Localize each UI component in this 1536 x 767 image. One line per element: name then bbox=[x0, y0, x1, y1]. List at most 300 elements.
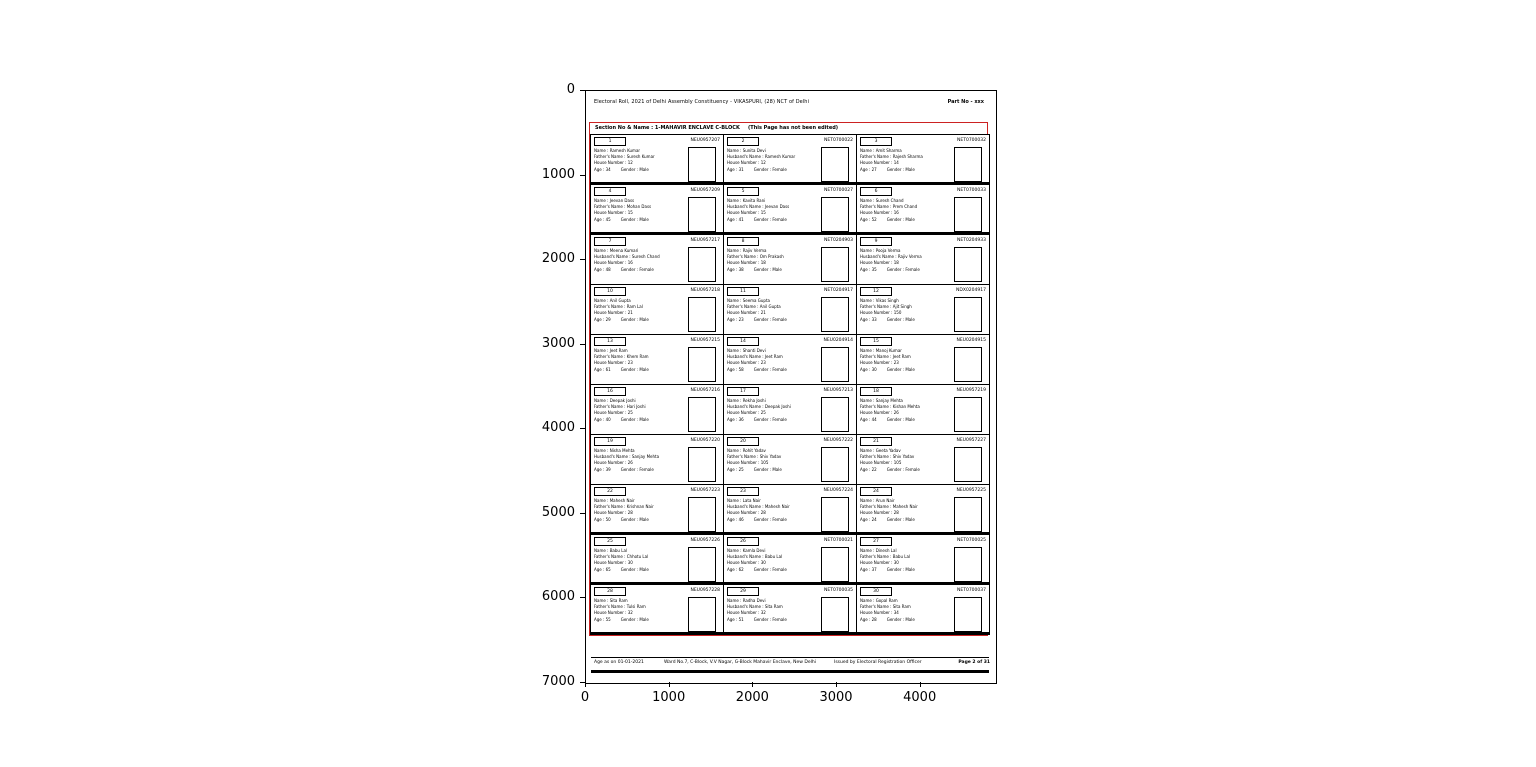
voter-card bbox=[724, 435, 857, 485]
voter-age: Age : 41 bbox=[727, 216, 744, 222]
voter-house-number: House Number : 21 bbox=[727, 310, 766, 316]
photo-box bbox=[954, 447, 982, 482]
voter-age: Age : 27 bbox=[860, 166, 877, 172]
serial-number-box: 15 bbox=[860, 337, 892, 346]
serial-number-box: 26 bbox=[727, 537, 759, 546]
voter-age: Age : 51 bbox=[727, 616, 744, 622]
serial-number-box: 16 bbox=[594, 387, 626, 396]
voter-name: Name : Radha Devi bbox=[727, 598, 766, 603]
voter-house-number: House Number : 26 bbox=[860, 410, 899, 416]
voter-name: Name : Seema Gupta bbox=[727, 298, 770, 303]
x-tick-mark bbox=[585, 682, 586, 687]
voter-details bbox=[860, 498, 954, 523]
voter-relation: Father's Name : Tulsi Ram bbox=[594, 604, 646, 610]
voter-details bbox=[860, 398, 954, 423]
document-title: Electoral Roll, 2021 of Delhi Assembly Constituency - VIKASPURI, (28) NCT of Delhi bbox=[594, 99, 810, 105]
voter-card bbox=[591, 485, 724, 535]
voter-house-number: House Number : 21 bbox=[594, 310, 633, 316]
epic-number: NET0700022 bbox=[824, 138, 853, 143]
voter-house-number: House Number : 23 bbox=[727, 360, 766, 366]
voter-age-gender bbox=[860, 517, 954, 523]
voter-house-number: House Number : 34 bbox=[860, 610, 899, 616]
voter-age-gender bbox=[860, 217, 954, 223]
epic-number: NEU0957222 bbox=[823, 438, 853, 443]
voter-details bbox=[727, 398, 821, 423]
electoral-roll-page-image bbox=[585, 90, 997, 684]
epic-number: NEU0957219 bbox=[956, 388, 986, 393]
photo-box bbox=[688, 597, 716, 632]
voter-name: Name : Mahesh Nair bbox=[594, 498, 635, 503]
photo-box bbox=[821, 497, 849, 532]
epic-number: NEU0957223 bbox=[690, 488, 720, 493]
serial-number-box: 25 bbox=[594, 537, 626, 546]
serial-number-box: 5 bbox=[727, 187, 759, 196]
photo-box bbox=[688, 347, 716, 382]
serial-number-box: 27 bbox=[860, 537, 892, 546]
voter-age: Age : 65 bbox=[594, 566, 611, 572]
epic-number: NET0700027 bbox=[824, 188, 853, 193]
voter-details bbox=[860, 248, 954, 273]
serial-number-box: 20 bbox=[727, 437, 759, 446]
voter-details bbox=[860, 348, 954, 373]
voter-card bbox=[857, 135, 990, 185]
voter-age-gender bbox=[594, 417, 688, 423]
voter-card bbox=[591, 335, 724, 385]
voter-details bbox=[860, 298, 954, 323]
voter-house-number: House Number : 14 bbox=[860, 160, 899, 166]
serial-number-box: 2 bbox=[727, 137, 759, 146]
voter-age-gender bbox=[860, 167, 954, 173]
y-tick-mark bbox=[580, 428, 585, 429]
voter-age: Age : 58 bbox=[727, 366, 744, 372]
voter-name: Name : Nisha Mehta bbox=[594, 448, 635, 453]
voter-gender: Gender : Male bbox=[886, 516, 915, 522]
voter-name: Name : Jeevan Dass bbox=[594, 198, 635, 203]
footer-age-note: Age as on 01-01-2021 bbox=[594, 660, 644, 665]
voter-age-gender bbox=[727, 417, 821, 423]
serial-number-box: 6 bbox=[860, 187, 892, 196]
voter-details bbox=[727, 148, 821, 173]
voter-age-gender bbox=[727, 217, 821, 223]
y-tick-label: 7000 bbox=[541, 674, 575, 689]
voter-gender: Gender : Male bbox=[620, 366, 649, 372]
epic-number: NEU0957226 bbox=[690, 538, 720, 543]
serial-number-box: 29 bbox=[727, 587, 759, 596]
serial-number-box: 1 bbox=[594, 137, 626, 146]
voter-card bbox=[724, 285, 857, 335]
voter-details bbox=[727, 598, 821, 623]
serial-number-box: 12 bbox=[860, 287, 892, 296]
voter-relation: Husband's Name : Rajiv Verma bbox=[860, 254, 922, 260]
voter-details bbox=[727, 448, 821, 473]
y-tick-label: 4000 bbox=[541, 420, 575, 436]
voter-house-number: House Number : 105 bbox=[860, 460, 902, 466]
voter-house-number: House Number : 18 bbox=[860, 260, 899, 266]
voter-gender: Gender : Female bbox=[753, 216, 787, 222]
voter-details bbox=[594, 248, 688, 273]
voter-card bbox=[591, 585, 724, 635]
voter-name: Name : Geeta Yadav bbox=[860, 448, 901, 453]
epic-number: NEU0957218 bbox=[690, 288, 720, 293]
voter-card bbox=[857, 435, 990, 485]
voter-age-gender bbox=[594, 217, 688, 223]
voter-card bbox=[857, 535, 990, 585]
voter-card bbox=[857, 335, 990, 385]
serial-number-box: 23 bbox=[727, 487, 759, 496]
voter-gender: Gender : Female bbox=[620, 466, 654, 472]
voter-house-number: House Number : 15 bbox=[727, 210, 766, 216]
voter-age-gender bbox=[594, 167, 688, 173]
y-tick-label: 1000 bbox=[541, 166, 575, 182]
voter-house-number: House Number : 12 bbox=[727, 160, 766, 166]
epic-number: NET0204917 bbox=[824, 288, 853, 293]
voter-card bbox=[724, 385, 857, 435]
photo-box bbox=[821, 347, 849, 382]
photo-box bbox=[954, 347, 982, 382]
voter-age-gender bbox=[594, 267, 688, 273]
x-tick-label: 0 bbox=[580, 690, 590, 705]
voter-details bbox=[594, 348, 688, 373]
voter-card bbox=[591, 185, 724, 235]
voter-gender: Gender : Male bbox=[886, 566, 915, 572]
voter-relation: Father's Name : Chhotu Lal bbox=[594, 554, 649, 560]
voter-age-gender bbox=[594, 517, 688, 523]
x-tick-mark bbox=[669, 682, 670, 687]
voter-gender: Gender : Male bbox=[620, 316, 649, 322]
voter-relation: Husband's Name : Suresh Chand bbox=[594, 254, 660, 260]
y-tick-mark bbox=[580, 597, 585, 598]
voter-house-number: House Number : 30 bbox=[860, 560, 899, 566]
voter-gender: Gender : Male bbox=[620, 416, 649, 422]
voter-details bbox=[727, 498, 821, 523]
voter-house-number: House Number : 30 bbox=[594, 560, 633, 566]
voter-age: Age : 52 bbox=[860, 216, 877, 222]
y-tick-mark bbox=[580, 90, 585, 91]
y-tick-mark bbox=[580, 259, 585, 260]
voter-age: Age : 44 bbox=[860, 416, 877, 422]
voter-gender: Gender : Male bbox=[620, 616, 649, 622]
voter-card bbox=[591, 385, 724, 435]
serial-number-box: 3 bbox=[860, 137, 892, 146]
epic-number: NET0204903 bbox=[824, 238, 853, 243]
voter-house-number: House Number : 150 bbox=[860, 310, 902, 316]
voter-house-number: House Number : 23 bbox=[594, 360, 633, 366]
voter-age: Age : 24 bbox=[860, 516, 877, 522]
voter-house-number: House Number : 30 bbox=[727, 560, 766, 566]
voter-details bbox=[727, 248, 821, 273]
voter-gender: Gender : Female bbox=[886, 266, 920, 272]
epic-number: NEU0957227 bbox=[956, 438, 986, 443]
epic-number: NEU0957215 bbox=[690, 338, 720, 343]
y-tick-label: 0 bbox=[566, 82, 575, 97]
photo-box bbox=[821, 547, 849, 582]
voter-relation: Husband's Name : Sita Ram bbox=[727, 604, 783, 610]
epic-number: NEU0957207 bbox=[690, 138, 720, 143]
photo-box bbox=[821, 447, 849, 482]
photo-box bbox=[954, 297, 982, 332]
voter-relation: Father's Name : Kishan Mehta bbox=[860, 404, 920, 410]
epic-number: NET0204933 bbox=[957, 238, 986, 243]
voter-gender: Gender : Female bbox=[620, 266, 654, 272]
y-tick-label: 2000 bbox=[541, 251, 575, 267]
voter-details bbox=[594, 598, 688, 623]
voter-details bbox=[727, 348, 821, 373]
voter-relation: Father's Name : Khem Ram bbox=[594, 354, 649, 360]
y-tick-mark bbox=[580, 344, 585, 345]
voter-age: Age : 35 bbox=[860, 266, 877, 272]
serial-number-box: 24 bbox=[860, 487, 892, 496]
footer-issuer-note: Issued by Electoral Registration Officer bbox=[834, 660, 922, 665]
voter-gender: Gender : Male bbox=[886, 616, 915, 622]
voter-card bbox=[591, 435, 724, 485]
voter-age: Age : 39 bbox=[594, 466, 611, 472]
epic-number: NEU0957220 bbox=[690, 438, 720, 443]
voter-relation: Husband's Name : Sanjay Mehta bbox=[594, 454, 660, 460]
photo-box bbox=[954, 397, 982, 432]
voter-relation: Husband's Name : Deepak Joshi bbox=[727, 404, 791, 410]
voter-age: Age : 22 bbox=[860, 466, 877, 472]
voter-relation: Father's Name : Mahesh Nair bbox=[860, 504, 918, 510]
voter-card bbox=[591, 235, 724, 285]
voter-relation: Father's Name : Anil Gupta bbox=[727, 304, 781, 310]
voter-name: Name : Ramesh Kumar bbox=[594, 148, 641, 153]
voter-name: Name : Kamla Devi bbox=[727, 548, 766, 553]
epic-number: NET0700025 bbox=[957, 538, 986, 543]
voter-gender: Gender : Female bbox=[886, 466, 920, 472]
epic-number: NEU0957213 bbox=[823, 388, 853, 393]
voter-gender: Gender : Male bbox=[886, 416, 915, 422]
voter-card bbox=[857, 285, 990, 335]
voter-age-gender bbox=[860, 317, 954, 323]
footer-page-number: Page 2 of 31 bbox=[958, 660, 990, 665]
voter-name: Name : Sanjay Mehta bbox=[860, 398, 903, 403]
voter-gender: Gender : Male bbox=[753, 466, 782, 472]
voter-name: Name : Shanti Devi bbox=[727, 348, 766, 353]
voter-details bbox=[594, 298, 688, 323]
voter-gender: Gender : Male bbox=[620, 566, 649, 572]
voter-card bbox=[724, 235, 857, 285]
voter-relation: Father's Name : Suresh Kumar bbox=[594, 154, 655, 160]
voter-name: Name : Arun Nair bbox=[860, 498, 895, 503]
voter-relation: Father's Name : Shiv Yadav bbox=[860, 454, 915, 460]
photo-box bbox=[954, 147, 982, 182]
voter-relation: Father's Name : Om Prakash bbox=[727, 254, 784, 260]
voter-house-number: House Number : 105 bbox=[727, 460, 769, 466]
voter-card bbox=[724, 135, 857, 185]
voter-gender: Gender : Male bbox=[886, 316, 915, 322]
voter-relation: Father's Name : Ajit Singh bbox=[860, 304, 912, 310]
voter-card bbox=[724, 485, 857, 535]
voter-details bbox=[594, 498, 688, 523]
voter-relation: Husband's Name : Jeevan Dass bbox=[727, 204, 790, 210]
voter-details bbox=[860, 598, 954, 623]
voter-relation: Father's Name : Hari Joshi bbox=[594, 404, 646, 410]
voter-age-gender bbox=[594, 617, 688, 623]
voter-age-gender bbox=[860, 467, 954, 473]
voter-card bbox=[591, 535, 724, 585]
serial-number-box: 18 bbox=[860, 387, 892, 396]
footer-divider-thick bbox=[591, 670, 989, 673]
epic-number: NEU0957217 bbox=[690, 238, 720, 243]
voter-age-gender bbox=[860, 367, 954, 373]
y-tick-label: 6000 bbox=[541, 589, 575, 605]
voter-gender: Gender : Male bbox=[753, 266, 782, 272]
voter-age-gender bbox=[727, 317, 821, 323]
voter-gender: Gender : Female bbox=[753, 416, 787, 422]
serial-number-box: 28 bbox=[594, 587, 626, 596]
voter-relation: Father's Name : Babu Lal bbox=[860, 554, 911, 560]
voter-name: Name : Pooja Verma bbox=[860, 248, 901, 253]
voter-house-number: House Number : 23 bbox=[860, 360, 899, 366]
voter-cards-grid bbox=[590, 134, 990, 635]
voter-age: Age : 29 bbox=[594, 316, 611, 322]
voter-age: Age : 40 bbox=[594, 416, 611, 422]
voter-age: Age : 23 bbox=[727, 316, 744, 322]
photo-box bbox=[954, 247, 982, 282]
voter-details bbox=[860, 148, 954, 173]
voter-gender: Gender : Male bbox=[886, 216, 915, 222]
x-tick-mark bbox=[752, 682, 753, 687]
voter-age: Age : 31 bbox=[727, 166, 744, 172]
epic-number: NDX0204917 bbox=[956, 288, 986, 293]
serial-number-box: 11 bbox=[727, 287, 759, 296]
voter-gender: Gender : Female bbox=[753, 616, 787, 622]
voter-age: Age : 48 bbox=[594, 266, 611, 272]
photo-box bbox=[954, 597, 982, 632]
voter-gender: Gender : Female bbox=[753, 566, 787, 572]
voter-name: Name : Gopal Ram bbox=[860, 598, 898, 603]
x-tick-mark bbox=[836, 682, 837, 687]
voter-house-number: House Number : 15 bbox=[594, 210, 633, 216]
voter-age-gender bbox=[860, 617, 954, 623]
photo-box bbox=[821, 147, 849, 182]
voter-name: Name : Vikas Singh bbox=[860, 298, 899, 303]
voter-relation: Father's Name : Krishnan Nair bbox=[594, 504, 654, 510]
voter-relation: Father's Name : Mohan Dass bbox=[594, 204, 652, 210]
voter-age: Age : 33 bbox=[860, 316, 877, 322]
voter-card bbox=[857, 585, 990, 635]
voter-house-number: House Number : 12 bbox=[594, 160, 633, 166]
voter-age-gender bbox=[860, 417, 954, 423]
voter-relation: Husband's Name : Jeet Ram bbox=[727, 354, 783, 360]
epic-number: NEU0204914 bbox=[823, 338, 853, 343]
voter-relation: Father's Name : Prem Chand bbox=[860, 204, 918, 210]
voter-relation: Father's Name : Rajesh Sharma bbox=[860, 154, 923, 160]
voter-relation: Husband's Name : Babu Lal bbox=[727, 554, 783, 560]
voter-age: Age : 38 bbox=[727, 266, 744, 272]
serial-number-box: 19 bbox=[594, 437, 626, 446]
voter-name: Name : Dinesh Lal bbox=[860, 548, 897, 553]
epic-number: NEU0957228 bbox=[690, 588, 720, 593]
voter-age-gender bbox=[594, 467, 688, 473]
voter-card bbox=[724, 335, 857, 385]
voter-age-gender bbox=[860, 267, 954, 273]
voter-name: Name : Anil Gupta bbox=[594, 298, 631, 303]
voter-gender: Gender : Female bbox=[753, 366, 787, 372]
footer-address: Ward No.7, C-Block, V.V Nagar, G-Block Mahavir Enclave, New Delhi bbox=[664, 660, 816, 665]
voter-age: Age : 46 bbox=[727, 516, 744, 522]
y-tick-label: 5000 bbox=[541, 504, 575, 520]
voter-relation: Husband's Name : Ramesh Kumar bbox=[727, 154, 796, 160]
voter-age-gender bbox=[594, 317, 688, 323]
serial-number-box: 8 bbox=[727, 237, 759, 246]
photo-box bbox=[688, 147, 716, 182]
epic-number: NEU0204915 bbox=[956, 338, 986, 343]
footer-divider-thin bbox=[591, 657, 989, 658]
serial-number-box: 4 bbox=[594, 187, 626, 196]
photo-box bbox=[688, 447, 716, 482]
voter-name: Name : Rekha Joshi bbox=[727, 398, 766, 403]
voter-age: Age : 25 bbox=[727, 466, 744, 472]
voter-name: Name : Sita Ram bbox=[594, 598, 628, 603]
voter-age-gender bbox=[727, 567, 821, 573]
voter-house-number: House Number : 16 bbox=[594, 260, 633, 266]
section-note: (This Page has not been edited) bbox=[748, 125, 839, 131]
voter-age: Age : 61 bbox=[594, 366, 611, 372]
part-number: Part No - xxx bbox=[947, 99, 984, 105]
voter-house-number: House Number : 32 bbox=[727, 610, 766, 616]
y-tick-label: 3000 bbox=[541, 335, 575, 351]
serial-number-box: 9 bbox=[860, 237, 892, 246]
voter-card bbox=[857, 385, 990, 435]
voter-card bbox=[724, 185, 857, 235]
voter-age-gender bbox=[727, 267, 821, 273]
voter-house-number: House Number : 32 bbox=[594, 610, 633, 616]
voter-house-number: House Number : 26 bbox=[594, 460, 633, 466]
epic-number: NET0700035 bbox=[824, 588, 853, 593]
voter-name: Name : Rajiv Verma bbox=[727, 248, 767, 253]
photo-box bbox=[688, 297, 716, 332]
voter-details bbox=[727, 548, 821, 573]
voter-house-number: House Number : 28 bbox=[860, 510, 899, 516]
epic-number: NET0700021 bbox=[824, 538, 853, 543]
serial-number-box: 17 bbox=[727, 387, 759, 396]
voter-name: Name : Deepak Joshi bbox=[594, 398, 636, 403]
y-tick-mark bbox=[580, 175, 585, 176]
serial-number-box: 30 bbox=[860, 587, 892, 596]
voter-name: Name : Kavita Rani bbox=[727, 198, 766, 203]
voter-details bbox=[594, 448, 688, 473]
photo-box bbox=[688, 247, 716, 282]
serial-number-box: 13 bbox=[594, 337, 626, 346]
voter-gender: Gender : Female bbox=[753, 316, 787, 322]
epic-number: NET0700037 bbox=[957, 588, 986, 593]
voter-card bbox=[857, 235, 990, 285]
voter-details bbox=[594, 548, 688, 573]
voter-name: Name : Amit Sharma bbox=[860, 148, 902, 153]
photo-box bbox=[821, 197, 849, 232]
voter-name: Name : Rohit Yadav bbox=[727, 448, 766, 453]
voter-age-gender bbox=[594, 567, 688, 573]
x-tick-label: 2000 bbox=[735, 690, 769, 705]
epic-number: NET0700032 bbox=[957, 138, 986, 143]
voter-card bbox=[724, 535, 857, 585]
serial-number-box: 14 bbox=[727, 337, 759, 346]
voter-house-number: House Number : 16 bbox=[860, 210, 899, 216]
epic-number: NEU0957224 bbox=[823, 488, 853, 493]
x-tick-label: 3000 bbox=[819, 690, 853, 705]
voter-age: Age : 28 bbox=[860, 616, 877, 622]
voter-age: Age : 62 bbox=[727, 566, 744, 572]
voter-relation: Father's Name : Ram Lal bbox=[594, 304, 643, 310]
voter-gender: Gender : Male bbox=[886, 166, 915, 172]
epic-number: NEU0957209 bbox=[690, 188, 720, 193]
voter-name: Name : Sunita Devi bbox=[727, 148, 766, 153]
voter-gender: Gender : Male bbox=[620, 516, 649, 522]
page-footer bbox=[586, 660, 996, 668]
epic-number: NET0700033 bbox=[957, 188, 986, 193]
voter-details bbox=[727, 198, 821, 223]
